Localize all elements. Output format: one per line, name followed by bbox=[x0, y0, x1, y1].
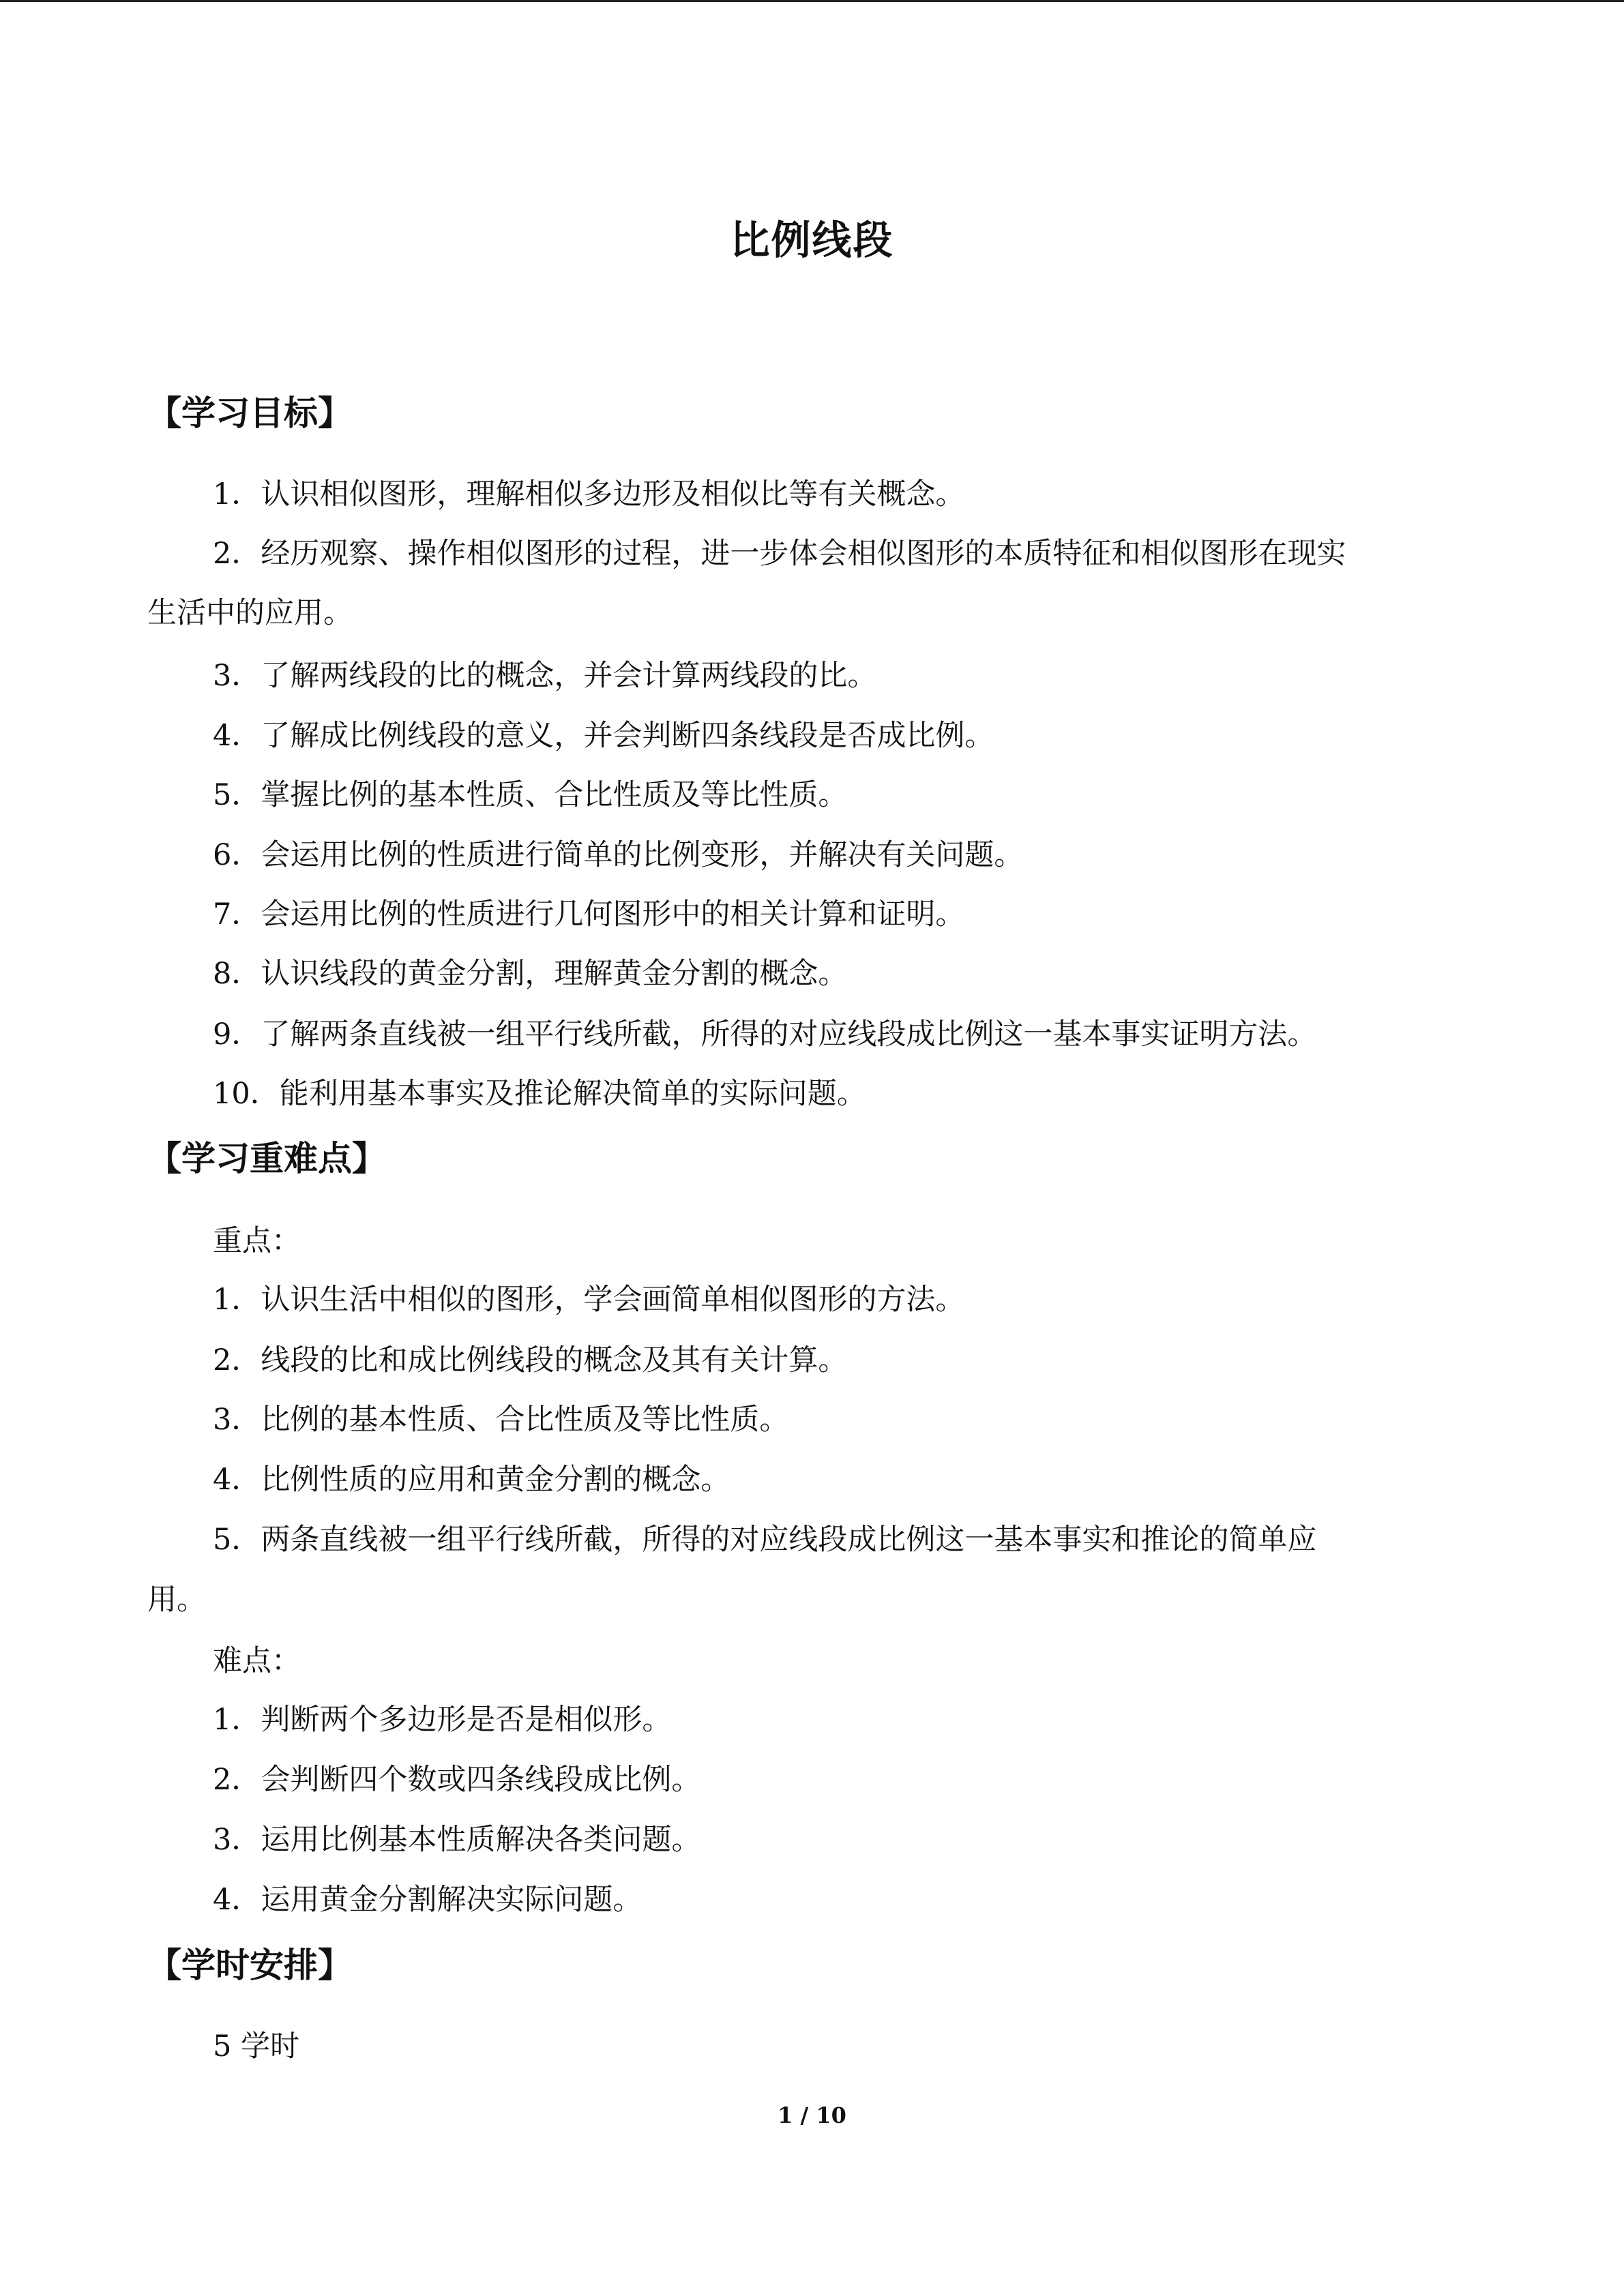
goal-item-3: 3．了解两线段的比的概念，并会计算两线段的比。 bbox=[213, 659, 877, 693]
key-point-item-5: 5．两条直线被一组平行线所截，所得的对应线段成比例这一基本事实和推论的简单应 bbox=[213, 1523, 1317, 1557]
section-heading-learning-goals: 【学习目标】 bbox=[147, 393, 352, 433]
schedule-hours: 5 学时 bbox=[213, 2029, 300, 2063]
key-point-item-3: 3．比例的基本性质、合比性质及等比性质。 bbox=[213, 1403, 789, 1437]
goal-item-7: 7．会运用比例的性质进行几何图形中的相关计算和证明。 bbox=[213, 897, 965, 931]
goal-item-10: 10．能利用基本事实及推论解决简单的实际问题。 bbox=[213, 1077, 866, 1111]
difficult-point-item-2: 2．会判断四个数或四条线段成比例。 bbox=[213, 1763, 701, 1797]
goal-item-9: 9．了解两条直线被一组平行线所截，所得的对应线段成比例这一基本事实证明方法。 bbox=[213, 1017, 1317, 1052]
section-heading-schedule: 【学时安排】 bbox=[147, 1945, 352, 1985]
key-point-item-4: 4．比例性质的应用和黄金分割的概念。 bbox=[213, 1463, 730, 1497]
goal-item-6: 6．会运用比例的性质进行简单的比例变形，并解决有关问题。 bbox=[213, 838, 1024, 872]
key-point-item-2: 2．线段的比和成比例线段的概念及其有关计算。 bbox=[213, 1343, 848, 1377]
goal-item-4: 4．了解成比例线段的意义，并会判断四条线段是否成比例。 bbox=[213, 719, 994, 753]
difficult-point-item-3: 3．运用比例基本性质解决各类问题。 bbox=[213, 1823, 701, 1857]
goal-item-8: 8．认识线段的黄金分割，理解黄金分割的概念。 bbox=[213, 957, 848, 991]
difficult-points-label: 难点： bbox=[213, 1644, 301, 1678]
key-point-item-5-continuation: 用。 bbox=[147, 1583, 206, 1617]
goal-item-2: 2．经历观察、操作相似图形的过程，进一步体会相似图形的本质特征和相似图形在现实 bbox=[213, 537, 1346, 571]
page-number: 1 / 10 bbox=[778, 2102, 846, 2128]
goal-item-1: 1．认识相似图形，理解相似多边形及相似比等有关概念。 bbox=[213, 477, 965, 511]
top-border-line bbox=[0, 0, 1624, 2]
key-points-label: 重点： bbox=[213, 1224, 301, 1258]
section-heading-key-points: 【学习重难点】 bbox=[147, 1139, 386, 1178]
difficult-point-item-1: 1．判断两个多边形是否是相似形。 bbox=[213, 1703, 672, 1737]
goal-item-5: 5．掌握比例的基本性质、合比性质及等比性质。 bbox=[213, 778, 848, 812]
key-point-item-1: 1．认识生活中相似的图形，学会画简单相似图形的方法。 bbox=[213, 1283, 965, 1317]
page-title: 比例线段 bbox=[730, 217, 894, 263]
goal-item-2-continuation: 生活中的应用。 bbox=[147, 596, 353, 630]
difficult-point-item-4: 4．运用黄金分割解决实际问题。 bbox=[213, 1883, 643, 1917]
